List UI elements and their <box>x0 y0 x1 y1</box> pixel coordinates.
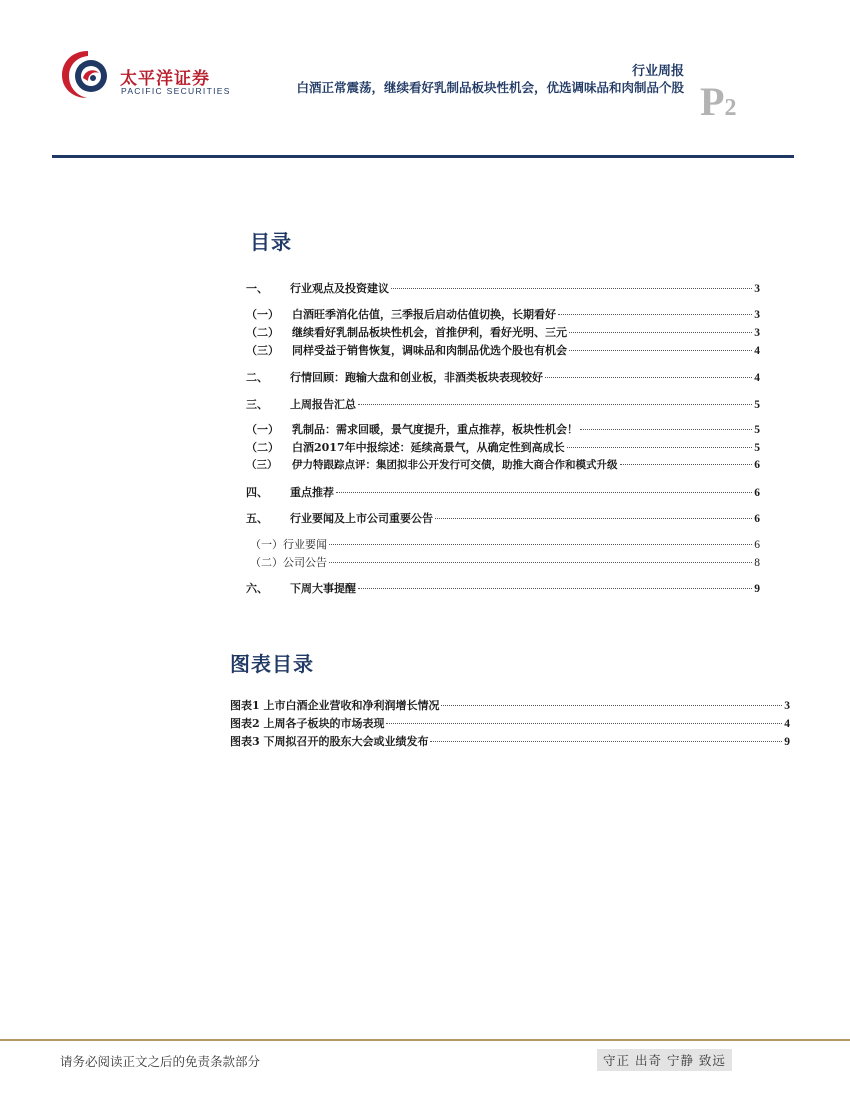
figure-entry-page: 4 <box>784 718 790 730</box>
toc-entry-label: 下周大事提醒 <box>290 582 356 595</box>
toc-entry-2[interactable] <box>246 369 760 385</box>
toc-entry-num: （一） <box>246 423 279 436</box>
toc-entry-num: 三、 <box>246 398 268 411</box>
toc-entry-num: 六、 <box>246 582 268 595</box>
toc-leader <box>358 403 752 405</box>
figures-title: 图表目录 <box>230 652 314 676</box>
page-letter: P <box>700 79 725 124</box>
toc-leader <box>430 740 782 742</box>
toc-leader <box>569 349 752 351</box>
pacific-securities-logo <box>58 48 118 100</box>
toc-entry-label: 白酒旺季消化估值，三季报后启动估值切换，长期看好 <box>292 308 556 321</box>
toc-entry-3-1[interactable] <box>246 421 760 437</box>
toc-entry-label: 同样受益于销售恢复，调味品和肉制品优选个股也有机会 <box>292 344 567 357</box>
toc-leader <box>558 313 752 315</box>
toc-entry-label: 行业观点及投资建议 <box>290 282 389 295</box>
toc-leader <box>329 543 752 545</box>
figure-entry-2[interactable] <box>230 715 790 731</box>
toc-entry-5-2[interactable] <box>250 554 760 570</box>
toc-entry-5[interactable] <box>246 510 760 526</box>
toc-entry-3-3[interactable] <box>246 457 760 472</box>
toc-entry-label: 行情回顾：跑输大盘和创业板，非酒类板块表现较好 <box>290 371 543 384</box>
figure-entry-label: 图表1 上市白酒企业营收和净利润增长情况 <box>230 699 440 712</box>
toc-entry-page: 4 <box>754 345 760 357</box>
toc-entry-page: 9 <box>754 583 760 595</box>
brand-name-en: PACIFIC SECURITIES <box>121 86 231 96</box>
report-title: 白酒正常震荡，继续看好乳制品板块性机会，优选调味品和肉制品个股 <box>296 80 684 95</box>
toc-entry-label: 白酒2017年中报综述：延续高景气，从确定性到高成长 <box>292 441 565 454</box>
figure-entry-1[interactable] <box>230 697 790 713</box>
toc-entry-page: 5 <box>754 442 760 454</box>
toc-entry-5-1[interactable] <box>250 536 760 552</box>
toc-leader <box>435 517 752 519</box>
report-type: 行业周报 <box>631 64 684 79</box>
toc-entry-num: （一） <box>250 538 283 551</box>
toc-entry-page: 5 <box>754 399 760 411</box>
toc-entry-page: 3 <box>754 309 760 321</box>
toc-entry-page: 6 <box>754 513 760 525</box>
toc-entry-3[interactable] <box>246 396 760 412</box>
toc-entry-num: （二） <box>246 326 279 339</box>
footer-divider <box>0 1039 850 1041</box>
toc-entry-page: 3 <box>754 283 760 295</box>
toc-leader <box>358 587 752 589</box>
figure-entry-page: 9 <box>784 736 790 748</box>
brand-name-cn: 太平洋证券 <box>120 69 210 89</box>
toc-leader <box>569 331 752 333</box>
toc-title: 目录 <box>250 230 292 254</box>
toc-entry-label: 行业要闻 <box>283 538 327 551</box>
toc-entry-num: （三） <box>246 344 279 357</box>
toc-entry-num: （三） <box>246 459 278 471</box>
toc-leader <box>545 376 752 378</box>
toc-entry-page: 6 <box>754 487 760 499</box>
toc-entry-1-1[interactable] <box>246 306 760 322</box>
toc-leader <box>329 561 752 563</box>
figure-entry-page: 3 <box>784 700 790 712</box>
toc-entry-1-2[interactable] <box>246 324 760 340</box>
figure-entry-3[interactable] <box>230 733 790 749</box>
toc-leader <box>336 491 752 493</box>
figure-entry-label: 图表3 下周拟召开的股东大会或业绩发布 <box>230 735 429 748</box>
toc-entry-num: 二、 <box>246 371 268 384</box>
toc-entry-page: 5 <box>754 424 760 436</box>
toc-entry-1-3[interactable] <box>246 342 760 358</box>
toc-entry-num: 五、 <box>246 512 268 525</box>
toc-entry-page: 3 <box>754 327 760 339</box>
toc-entry-label: 重点推荐 <box>290 486 334 499</box>
header-divider <box>52 155 794 158</box>
toc-entry-page: 4 <box>754 372 760 384</box>
toc-entry-3-2[interactable] <box>246 439 760 455</box>
footer-motto: 守正 出奇 宁静 致远 <box>597 1049 732 1071</box>
toc-entry-label: 行业要闻及上市公司重要公告 <box>290 512 433 525</box>
toc-leader <box>567 446 753 448</box>
page-digit: 2 <box>724 95 737 121</box>
toc-leader <box>386 722 782 724</box>
toc-entry-page: 6 <box>754 539 760 551</box>
toc-entry-label: 乳制品：需求回暖，景气度提升，重点推荐，板块性机会！ <box>292 423 578 436</box>
toc-leader <box>580 428 752 430</box>
toc-entry-page: 8 <box>754 557 760 569</box>
figure-entry-label: 图表2 上周各子板块的市场表现 <box>230 717 385 730</box>
toc-leader <box>441 704 782 706</box>
toc-entry-num: （一） <box>246 308 279 321</box>
toc-entry-num: 四、 <box>246 486 268 499</box>
toc-entry-num: （二） <box>250 556 283 569</box>
toc-entry-1[interactable] <box>246 280 760 296</box>
toc-entry-page: 6 <box>754 459 760 471</box>
toc-entry-6[interactable] <box>246 580 760 596</box>
toc-entry-label: 继续看好乳制品板块性机会，首推伊利，看好光明、三元 <box>292 326 567 339</box>
toc-leader <box>620 463 753 465</box>
toc-entry-num: 一、 <box>246 282 268 295</box>
toc-entry-num: （二） <box>246 441 279 454</box>
toc-entry-label: 上周报告汇总 <box>290 398 356 411</box>
toc-leader <box>391 287 752 289</box>
toc-entry-4[interactable] <box>246 484 760 500</box>
footer-disclaimer: 请务必阅读正文之后的免责条款部分 <box>60 1054 261 1069</box>
page-number <box>700 79 737 124</box>
toc-entry-label: 公司公告 <box>283 556 327 569</box>
toc-entry-label: 伊力特跟踪点评：集团拟非公开发行可交债，助推大商合作和模式升级 <box>292 459 618 471</box>
